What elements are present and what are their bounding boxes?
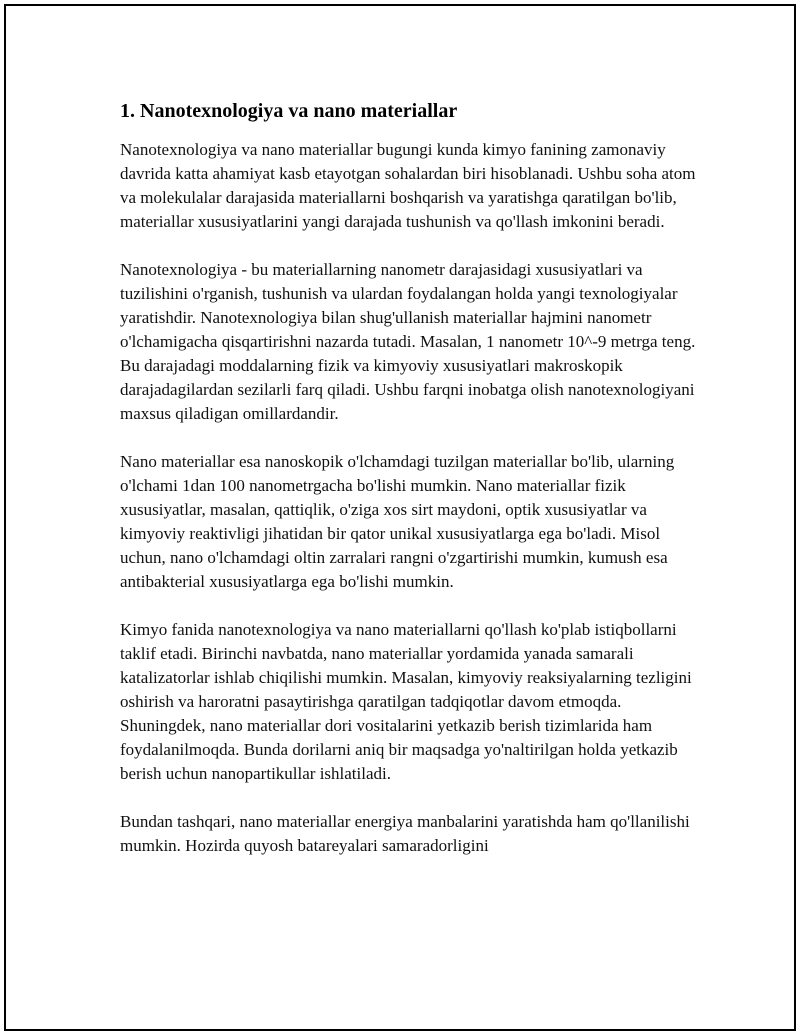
document-body: [120, 98, 700, 882]
paragraph-2: Nanotexnologiya - bu materiallarning nanometr darajasidagi xususiyatlari va tuzilishini o'rganish, tushunish va ulardan foydalangan holda yangi texnologiyalar yaratishdir. Nanotexnologiya bilan shug'ullanish materiallar hajmini nanometr o'lchamigacha qisqartirishni nazarda tutadi. Masalan, 1 nanometr 10^-9 metrga teng. Bu darajadagi moddalarning fizik va kimyoviy xususiyatlari makroskopik darajadagilardan sezilarli farq qiladi. Ushbu farqni inobatga olish nanotexnologiyani maxsus qiladigan omillardandir.: [120, 260, 696, 423]
paragraph-5: Bundan tashqari, nano materiallar energiya manbalarini yaratishda ham qo'llanilishi mumkin. Hozirda quyosh batareyalari samaradorligini: [120, 812, 690, 855]
paragraph-3: Nano materiallar esa nanoskopik o'lchamdagi tuzilgan materiallar bo'lib, ularning o'lchami 1dan 100 nanometrgacha bo'lishi mumkin. Nano materiallar fizik xususiyatlar, masalan, qattiqlik, o'ziga xos sirt maydoni, optik xususiyatlar va kimyoviy reaktivligi jihatidan bir qator unikal xususiyatlarga ega bo'ladi. Misol uchun, nano o'lchamdagi oltin zarralari rangni o'zgartirishi mumkin, kumush esa antibakterial xususiyatlarga ega bo'lishi mumkin.: [120, 452, 675, 591]
page-frame: [4, 4, 796, 1031]
section-heading: 1. Nanotexnologiya va nano materiallar: [120, 100, 458, 122]
paragraph-1: Nanotexnologiya va nano materiallar bugungi kunda kimyo fanining zamonaviy davrida katta ahamiyat kasb etayotgan sohalardan biri hisoblanadi. Ushbu soha atom va molekulalar darajasida materiallarni boshqarish va yaratishga qaratilgan bo'lib, materiallar xususiyatlarini yangi darajada tushunish va qo'llash imkonini beradi.: [120, 140, 696, 231]
paragraph-4: Kimyo fanida nanotexnologiya va nano materiallarni qo'llash ko'plab istiqbollarni taklif etadi. Birinchi navbatda, nano materiallar yordamida yanada samarali katalizatorlar ishlab chiqilishi mumkin. Masalan, kimyoviy reaksiyalarning tezligini oshirish va haroratni pasaytirishga qaratilgan tadqiqotlar davom etmoqda. Shuningdek, nano materiallar dori vositalarini yetkazib berish tizimlarida ham foydalanilmoqda. Bunda dorilarni aniq bir maqsadga yo'naltirilgan holda yetkazib berish uchun nanopartikullar ishlatiladi.: [120, 620, 692, 783]
